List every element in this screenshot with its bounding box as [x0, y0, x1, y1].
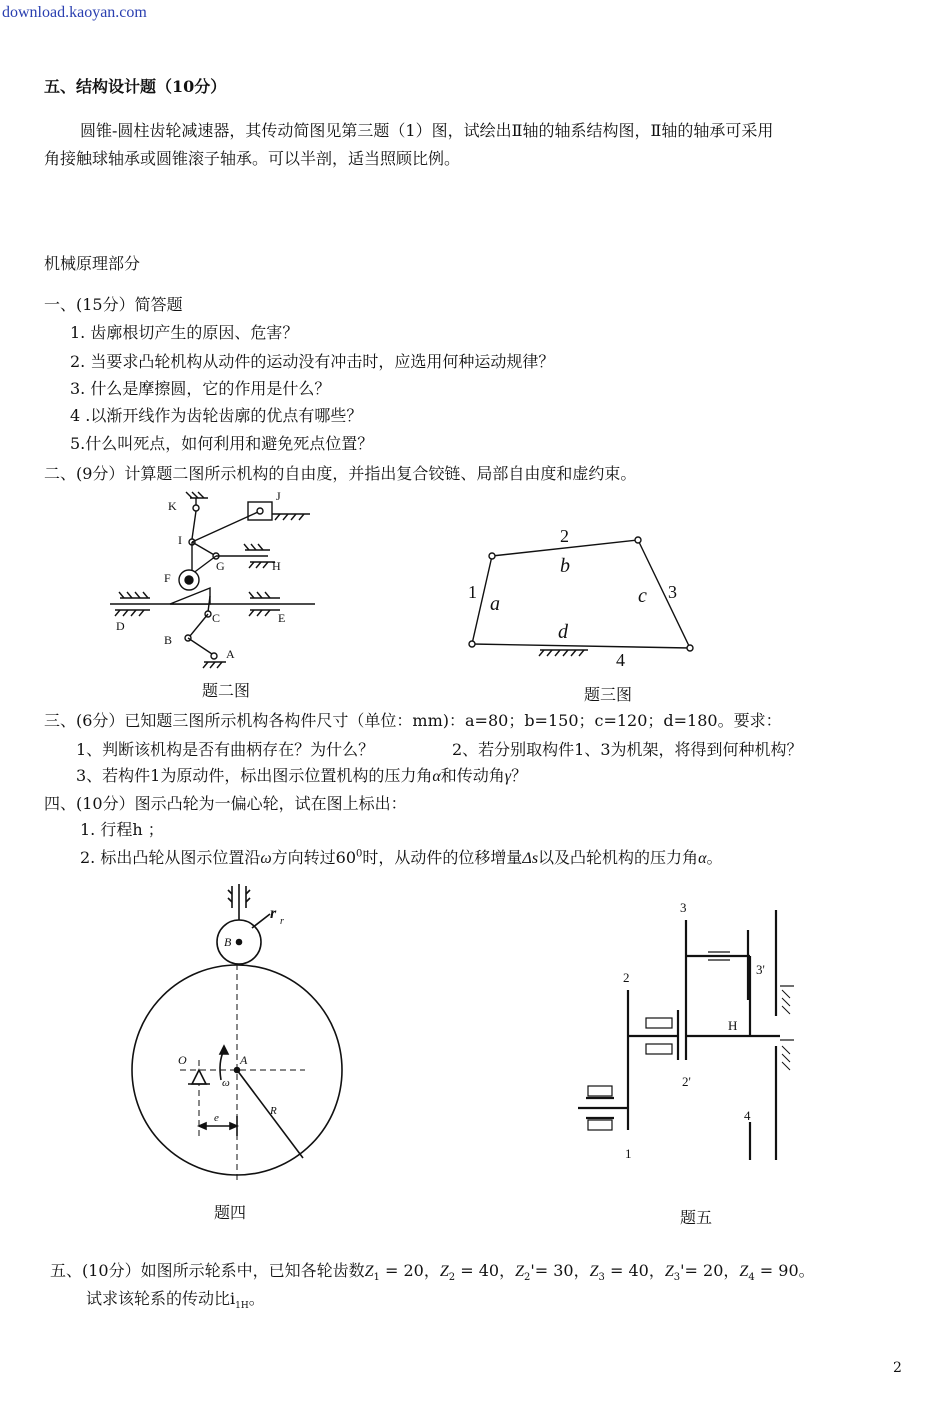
q5-label-3: 3 [680, 900, 687, 915]
q2-label-b: B [164, 633, 173, 647]
q3-heading: 三、(6分）已知题三图所示机构各构件尺寸（单位：mm)：a=80；b=150；c=120；d=180。要求： [44, 711, 782, 730]
q2-label-k: K [168, 499, 177, 513]
page-number: 2 [893, 1360, 902, 1376]
struct-line-1: 圆锥-圆柱齿轮减速器，其传动简图见第三题（1）图，试绘出Ⅱ轴的轴系结构图，Ⅱ轴的轴承可采用 [80, 121, 774, 140]
q5-line-2: 试求该轮系的传动比$i_{1H}$。 [86, 1289, 265, 1312]
watermark: download.kaoyan.com [2, 4, 147, 21]
q4-label-r-sub: r [280, 916, 284, 927]
q3-item-2: 2、若分别取构件1、3为机架，将得到何种机构？ [452, 740, 803, 759]
q2-label-c: C [212, 611, 221, 625]
q4-label-omega: ω [222, 1077, 230, 1089]
q3-label-1: 1 [468, 582, 477, 602]
q5-label-4: 4 [744, 1108, 751, 1123]
q3-item-3: 3、若构件1为原动件，标出图示位置机构的压力角α和传动角γ？ [76, 766, 528, 785]
q5-label-2p: 2' [682, 1074, 691, 1089]
q3-label-c: c [638, 585, 647, 607]
q2-label-j: J [276, 489, 281, 503]
struct-heading: 五、结构设计题（10分） [44, 77, 227, 96]
struct-line-2: 角接触球轴承或圆锥滚子轴承。可以半剖，适当照顾比例。 [44, 149, 461, 168]
q2-label-e: E [278, 611, 286, 625]
q4-label-e: e [214, 1112, 219, 1124]
q5-label-h: H [728, 1018, 738, 1033]
q1-item-5: 5.什么叫死点，如何利用和避免死点位置？ [70, 434, 374, 453]
q3-caption: 题三图 [584, 685, 633, 704]
q4-label-r: r [270, 905, 277, 922]
q2-heading: 二、(9分）计算题二图所示机构的自由度，并指出复合铰链、局部自由度和虚约束。 [44, 464, 637, 483]
mech-heading: 机械原理部分 [44, 254, 141, 273]
q4-label-r-radius: R [270, 1105, 277, 1117]
q3-label-3: 3 [668, 582, 677, 602]
q4-item-1: 1. 行程h ； [80, 820, 164, 839]
q3-label-b: b [560, 555, 570, 577]
q3-label-a: a [490, 593, 500, 615]
q1-item-4: 4 .以渐开线作为齿轮齿廓的优点有哪些？ [70, 406, 363, 425]
q1-heading: 一、(15分）简答题 [44, 295, 183, 314]
q3-item-1: 1、判断该机构是否有曲柄存在？为什么？ [76, 740, 375, 759]
q1-item-2: 2. 当要求凸轮机构从动件的运动没有冲击时，应选用何种运动规律？ [70, 352, 555, 371]
q2-label-f: F [164, 571, 171, 585]
q5-label-1: 1 [625, 1146, 632, 1161]
q2-label-i: I [178, 533, 182, 547]
q2-label-g: G [216, 559, 225, 573]
q2-mechanism-figure [100, 484, 340, 674]
q5-label-2: 2 [623, 970, 630, 985]
q4-item-2: 2. 标出凸轮从图示位置沿ω方向转过$60^0$时，从动件的位移增量Δs以及凸轮机构的压力角α。 [80, 848, 723, 867]
q4-label-o: O [178, 1053, 187, 1067]
q3-fourbar-figure [450, 520, 710, 670]
q4-heading: 四、(10分）图示凸轮为一偏心轮，试在图上标出： [44, 794, 407, 813]
q5-heading: 五、(10分）如图所示轮系中，已知各轮齿数$Z_1 = 20$，$Z_2 = 40$，$Z_2'= 30$，$Z_3 = 40$，$Z_3'= 20$，$Z_4 = 90$。 [50, 1261, 815, 1284]
q5-label-3p: 3' [756, 962, 765, 977]
q4-label-a: A [240, 1053, 248, 1067]
q3-label-d: d [558, 621, 568, 643]
q2-label-h: H [272, 559, 281, 573]
q4-cam-figure [120, 880, 360, 1190]
q1-item-3: 3. 什么是摩擦圆，它的作用是什么？ [70, 379, 331, 398]
q5-caption: 题五 [680, 1208, 713, 1227]
q3-label-4: 4 [616, 650, 625, 670]
q4-label-b: B [224, 935, 232, 949]
q2-label-a: A [226, 647, 235, 661]
q4-caption: 题四 [214, 1203, 247, 1222]
q3-label-2: 2 [560, 526, 569, 546]
q5-geartrain-figure [570, 890, 810, 1180]
q1-item-1: 1. 齿廓根切产生的原因、危害？ [70, 323, 299, 342]
q2-caption: 题二图 [202, 681, 251, 700]
q2-label-d: D [116, 619, 125, 633]
